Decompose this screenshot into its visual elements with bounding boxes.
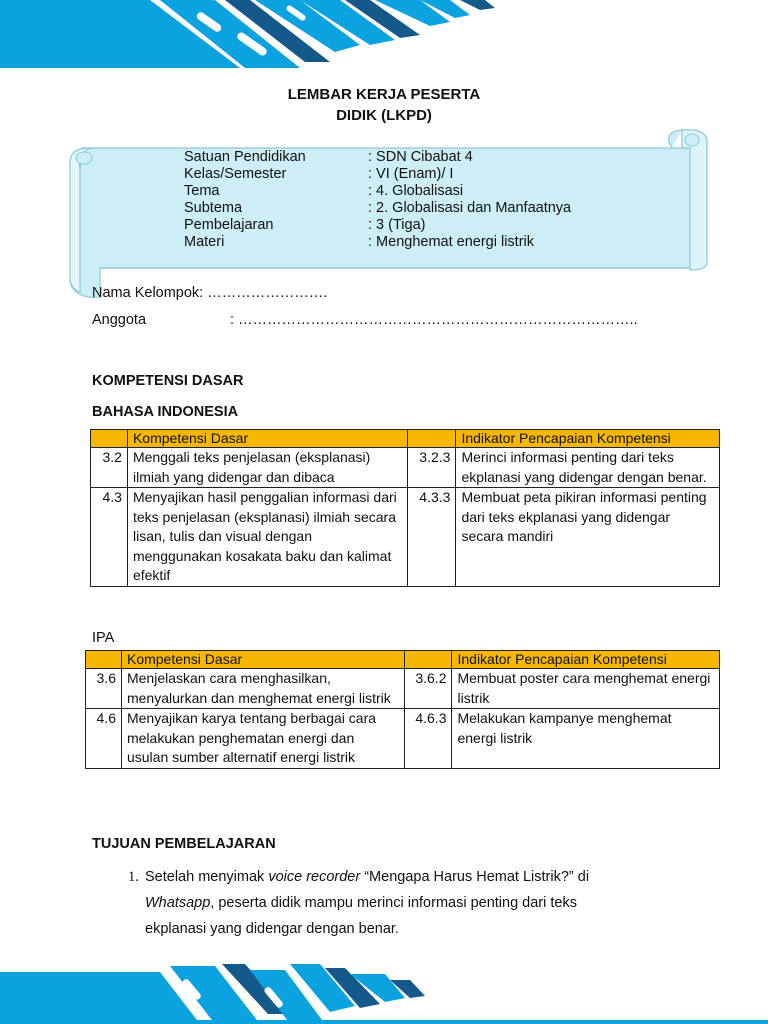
info-label: Pembelajaran (184, 217, 274, 233)
kd-number: 3.6 (86, 669, 122, 709)
tujuan-heading: TUJUAN PEMBELAJARAN (92, 836, 276, 852)
kompetensi-heading: KOMPETENSI DASAR (92, 373, 244, 389)
indicator-text: Melakukan kampanye menghemat energi listrik (452, 709, 720, 769)
info-label: Materi (184, 234, 225, 250)
table-header-row (86, 651, 720, 669)
info-value: : VI (Enam)/ I (368, 166, 454, 182)
kd-text: Menyajikan hasil penggalian informasi dari teks penjelasan (eksplanasi) ilmiah secara lisan, tulis dan visual dengan menggunakan kosakata baku dan kalimat efektif (127, 488, 408, 587)
info-value: : SDN Cibabat 4 (368, 149, 473, 165)
indicator-number: 4.6.3 (404, 709, 452, 769)
kd-number: 4.6 (86, 709, 122, 769)
tujuan-text-part: , peserta didik mampu merinci informasi penting dari teks ekplanasi yang didengar dengan benar. (145, 895, 577, 937)
anggota-field[interactable]: : ……………………………………………………………………….. (230, 312, 638, 328)
info-value: : 3 (Tiga) (368, 217, 426, 233)
indicator-number: 3.2.3 (408, 448, 456, 488)
document-title (0, 84, 768, 126)
kd-text: Menggali teks penjelasan (eksplanasi) ilmiah yang didengar dan dibaca (127, 448, 408, 488)
bahasa-heading: BAHASA INDONESIA (92, 404, 239, 420)
table-ipa (85, 650, 720, 769)
table-row (91, 488, 720, 587)
indicator-text: Membuat peta pikiran informasi penting dari teks ekplanasi yang didengar secara mandiri (456, 488, 720, 587)
info-label: Kelas/Semester (184, 166, 287, 182)
kd-number: 3.2 (91, 448, 128, 488)
info-value: : 4. Globalisasi (368, 183, 464, 199)
indicator-text: Merinci informasi penting dari teks ekplanasi yang didengar dengan benar. (456, 448, 720, 488)
anggota-label: Anggota (92, 312, 147, 328)
nama-kelompok-field[interactable]: Nama Kelompok: ……………………. (92, 285, 328, 301)
info-label: Tema (184, 183, 220, 199)
info-value: : 2. Globalisasi dan Manfaatnya (368, 200, 572, 216)
header-cell (86, 651, 122, 669)
header-cell (408, 430, 456, 448)
table-row (86, 669, 720, 709)
indicator-text: Membuat poster cara menghemat energi listrik (452, 669, 720, 709)
indicator-number: 4.3.3 (408, 488, 456, 587)
kd-text: Menjelaskan cara menghasilkan, menyalurkan dan menghemat energi listrik (121, 669, 404, 709)
header-cell: Indikator Pencapaian Kompetensi (452, 651, 720, 669)
tujuan-text-part: Setelah menyimak (145, 869, 269, 885)
tujuan-text (145, 864, 635, 942)
table-bahasa-indonesia (90, 429, 720, 587)
top-banner (0, 0, 768, 68)
ipa-heading: IPA (92, 630, 115, 646)
kd-text: Menyajikan karya tentang berbagai cara melakukan penghematan energi dan usulan sumber alternatif energi listrik (121, 709, 404, 769)
header-cell (404, 651, 452, 669)
header-cell: Indikator Pencapaian Kompetensi (456, 430, 720, 448)
title-line-1: LEMBAR KERJA PESERTA (287, 86, 481, 103)
header-cell: Kompetensi Dasar (121, 651, 404, 669)
title-line-2: DIDIK (LKPD) (336, 107, 432, 124)
table-row (91, 448, 720, 488)
tujuan-text-italic: Whatsapp (145, 895, 211, 911)
list-number: 1. (128, 869, 139, 885)
indicator-number: 3.6.2 (404, 669, 452, 709)
header-cell: Kompetensi Dasar (127, 430, 408, 448)
info-value: : Menghemat energi listrik (368, 234, 535, 250)
kd-number: 4.3 (91, 488, 128, 587)
header-cell (91, 430, 128, 448)
tujuan-text-part: “Mengapa Harus Hemat Listrik?” di (360, 869, 590, 885)
table-header-row (91, 430, 720, 448)
tujuan-text-italic: voice recorder (268, 869, 361, 885)
bottom-banner (0, 964, 768, 1024)
school-info (0, 149, 768, 259)
info-label: Subtema (184, 200, 243, 216)
table-row (86, 709, 720, 769)
info-label: Satuan Pendidikan (184, 149, 306, 165)
